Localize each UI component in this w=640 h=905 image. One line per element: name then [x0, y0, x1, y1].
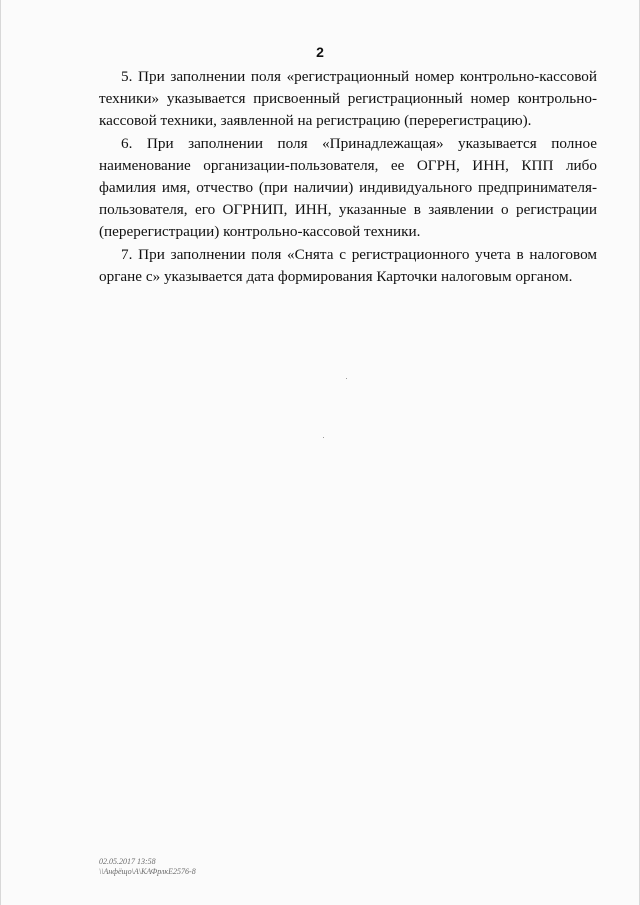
- paragraph-5: 5. При заполнении поля «регистрационный номер контрольно-кассовой техники» указывается присвоенный регистрационный номер контрольно-кассовой техники, заявленной на регистрацию (перерегистрацию).: [99, 68, 597, 129]
- document-body: [99, 66, 597, 289]
- scan-speck: [346, 378, 347, 379]
- page-number: 2: [316, 44, 324, 60]
- footer-file-path: \\Анфёщо\А\КАФрлкЕ2576-8: [99, 867, 196, 876]
- paragraph-7: 7. При заполнении поля «Снята с регистрационного учета в налоговом органе с» указывается дата формирования Карточки налоговым органом.: [99, 246, 597, 285]
- paragraph-6: 6. При заполнении поля «Принадлежащая» указывается полное наименование организации-пользователя, ее ОГРН, ИНН, КПП либо фамилия имя, отчество (при наличии) индивидуального предпринимателя-пользователя, его ОГРНИП, ИНН, указанные в заявлении о регистрации (перерегистрации) контрольно-кассовой техники.: [99, 135, 597, 240]
- footer-timestamp: 02.05.2017 13:58: [99, 857, 156, 866]
- scan-speck: [323, 437, 324, 438]
- document-footer: [99, 857, 196, 877]
